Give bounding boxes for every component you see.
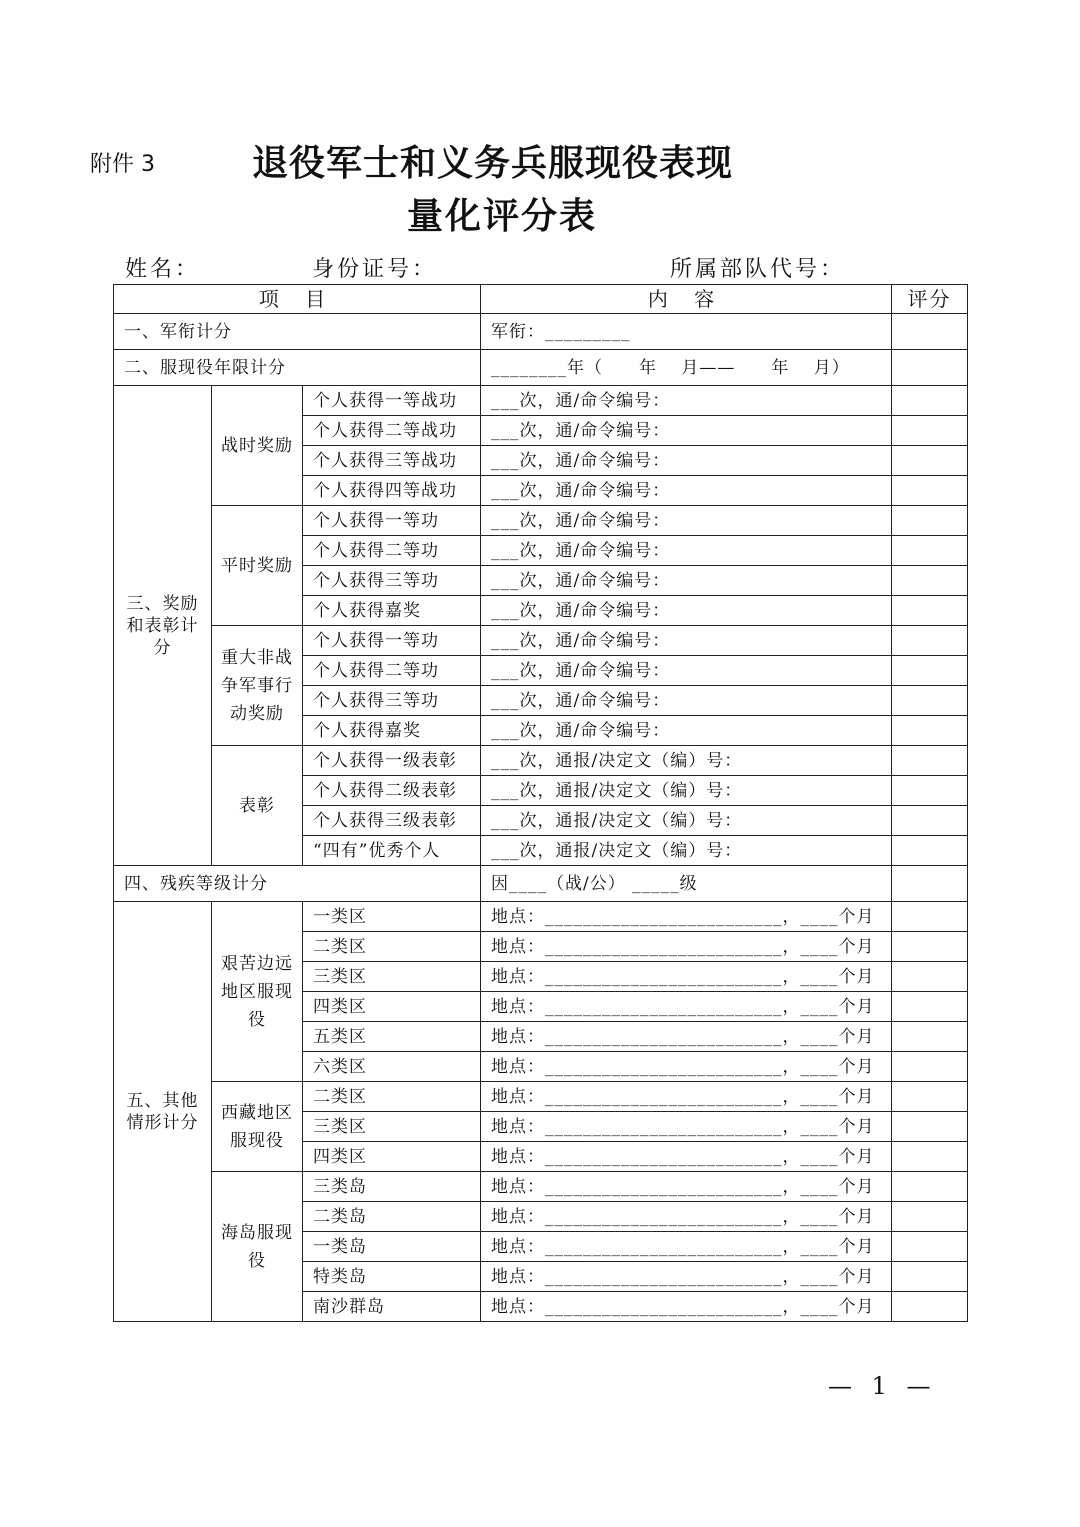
section-label: 四、残疾等级计分 [114, 866, 481, 902]
section-label: 五、其他情形计分 [114, 902, 212, 1322]
content-cell: ___次，通/命令编号： [481, 566, 892, 596]
item-cell: 二类区 [303, 932, 481, 962]
group-label: 西藏地区服现役 [212, 1082, 303, 1172]
score-cell[interactable] [892, 416, 968, 446]
section-label: 三、奖励和表彰计分 [114, 386, 212, 866]
item-cell: 四类区 [303, 992, 481, 1022]
content-cell: ___次，通/命令编号： [481, 686, 892, 716]
content-cell: ___次，通/命令编号： [481, 476, 892, 506]
content-cell: 地点：_________________________，____个月 [481, 1202, 892, 1232]
content-cell: 地点：_________________________，____个月 [481, 1112, 892, 1142]
table-row [114, 1172, 968, 1202]
score-cell[interactable] [892, 626, 968, 656]
score-cell[interactable] [892, 314, 968, 350]
content-cell: ___次，通报/决定文（编）号： [481, 836, 892, 866]
item-cell: 个人获得嘉奖 [303, 596, 481, 626]
item-cell: 个人获得一等功 [303, 506, 481, 536]
content-cell: ___次，通报/决定文（编）号： [481, 806, 892, 836]
header-item: 项 目 [114, 285, 481, 314]
content-cell: ___次，通/命令编号： [481, 716, 892, 746]
group-label: 重大非战争军事行动奖励 [212, 626, 303, 746]
score-cell[interactable] [892, 1022, 968, 1052]
score-cell[interactable] [892, 1232, 968, 1262]
group-label: 海岛服现役 [212, 1172, 303, 1322]
content-cell: 地点：_________________________，____个月 [481, 1052, 892, 1082]
item-cell: 五类区 [303, 1022, 481, 1052]
score-cell[interactable] [892, 566, 968, 596]
score-cell[interactable] [892, 716, 968, 746]
item-cell: 六类区 [303, 1052, 481, 1082]
content-cell: 军衔：_________ [481, 314, 892, 350]
section-label: 二、服现役年限计分 [114, 350, 481, 386]
header-score: 评分 [892, 285, 968, 314]
group-label: 平时奖励 [212, 506, 303, 626]
score-cell[interactable] [892, 746, 968, 776]
section-disability-row [114, 866, 968, 902]
score-table [113, 284, 968, 1322]
score-cell[interactable] [892, 536, 968, 566]
item-cell: 个人获得嘉奖 [303, 716, 481, 746]
table-row [114, 386, 968, 416]
score-cell[interactable] [892, 446, 968, 476]
score-cell[interactable] [892, 806, 968, 836]
content-cell: 地点：_________________________，____个月 [481, 1022, 892, 1052]
page-number: — 1 — [828, 1372, 937, 1400]
content-cell: 地点：_________________________，____个月 [481, 1292, 892, 1322]
item-cell: 个人获得二等功 [303, 656, 481, 686]
score-cell[interactable] [892, 1172, 968, 1202]
group-label: 战时奖励 [212, 386, 303, 506]
score-cell[interactable] [892, 1292, 968, 1322]
item-cell: 南沙群岛 [303, 1292, 481, 1322]
score-cell[interactable] [892, 962, 968, 992]
item-cell: 四类区 [303, 1142, 481, 1172]
item-cell: 个人获得二级表彰 [303, 776, 481, 806]
attachment-label: 附件 3 [90, 152, 155, 177]
table-row [114, 902, 968, 932]
score-cell[interactable] [892, 686, 968, 716]
item-cell: 个人获得一等功 [303, 626, 481, 656]
score-cell[interactable] [892, 476, 968, 506]
content-cell: ___次，通/命令编号： [481, 386, 892, 416]
score-cell[interactable] [892, 932, 968, 962]
item-cell: 个人获得二等功 [303, 536, 481, 566]
content-cell: ___次，通/命令编号： [481, 506, 892, 536]
score-cell[interactable] [892, 656, 968, 686]
item-cell: 个人获得三等功 [303, 566, 481, 596]
table-row [114, 1082, 968, 1112]
id-number-label: 身份证号： [312, 257, 438, 282]
table-row [114, 626, 968, 656]
name-label: 姓名： [125, 257, 201, 282]
item-cell: 个人获得四等战功 [303, 476, 481, 506]
item-cell: 三类岛 [303, 1172, 481, 1202]
content-cell: 地点：_________________________，____个月 [481, 1172, 892, 1202]
content-cell: ___次，通报/决定文（编）号： [481, 746, 892, 776]
table-row [114, 746, 968, 776]
content-cell: 地点：_________________________，____个月 [481, 962, 892, 992]
content-cell: ________年（ 年 月—— 年 月） [481, 350, 892, 386]
item-cell: 个人获得一等战功 [303, 386, 481, 416]
group-label: 艰苦边远地区服现役 [212, 902, 303, 1082]
item-cell: 二类岛 [303, 1202, 481, 1232]
score-cell[interactable] [892, 596, 968, 626]
score-cell[interactable] [892, 1082, 968, 1112]
content-cell: 地点：_________________________，____个月 [481, 1082, 892, 1112]
unit-code-label: 所属部队代号： [670, 257, 846, 282]
item-cell: 三类区 [303, 962, 481, 992]
header-content: 内 容 [481, 285, 892, 314]
score-cell[interactable] [892, 1112, 968, 1142]
score-cell[interactable] [892, 1052, 968, 1082]
item-cell: 个人获得一级表彰 [303, 746, 481, 776]
score-cell[interactable] [892, 992, 968, 1022]
group-label: 表彰 [212, 746, 303, 866]
content-cell: 因____（战/公） _____级 [481, 866, 892, 902]
score-cell[interactable] [892, 776, 968, 806]
document-subtitle: 量化评分表 [407, 196, 598, 237]
score-cell[interactable] [892, 506, 968, 536]
item-cell: 个人获得三等功 [303, 686, 481, 716]
content-cell: ___次，通/命令编号： [481, 626, 892, 656]
score-cell[interactable] [892, 350, 968, 386]
content-cell: ___次，通/命令编号： [481, 536, 892, 566]
score-cell[interactable] [892, 836, 968, 866]
item-cell: 一类岛 [303, 1232, 481, 1262]
table-row [114, 506, 968, 536]
content-cell: ___次，通报/决定文（编）号： [481, 776, 892, 806]
item-cell: 二类区 [303, 1082, 481, 1112]
content-cell: 地点：_________________________，____个月 [481, 992, 892, 1022]
item-cell: 特类岛 [303, 1262, 481, 1292]
content-cell: ___次，通/命令编号： [481, 656, 892, 686]
table-header-row [114, 285, 968, 314]
content-cell: 地点：_________________________，____个月 [481, 932, 892, 962]
score-cell[interactable] [892, 1202, 968, 1232]
item-cell: “四有”优秀个人 [303, 836, 481, 866]
item-cell: 三类区 [303, 1112, 481, 1142]
score-cell[interactable] [892, 866, 968, 902]
content-cell: ___次，通/命令编号： [481, 416, 892, 446]
score-cell[interactable] [892, 1142, 968, 1172]
item-cell: 个人获得二等战功 [303, 416, 481, 446]
score-cell[interactable] [892, 902, 968, 932]
content-cell: 地点：_________________________，____个月 [481, 1232, 892, 1262]
content-cell: 地点：_________________________，____个月 [481, 902, 892, 932]
section-rank-row [114, 314, 968, 350]
section-service-years-row [114, 350, 968, 386]
score-cell[interactable] [892, 1262, 968, 1292]
item-cell: 一类区 [303, 902, 481, 932]
item-cell: 个人获得三等战功 [303, 446, 481, 476]
content-cell: ___次，通/命令编号： [481, 446, 892, 476]
document-title: 退役军士和义务兵服现役表现 [252, 143, 734, 184]
section-label: 一、军衔计分 [114, 314, 481, 350]
content-cell: 地点：_________________________，____个月 [481, 1142, 892, 1172]
content-cell: ___次，通/命令编号： [481, 596, 892, 626]
score-cell[interactable] [892, 386, 968, 416]
content-cell: 地点：_________________________，____个月 [481, 1262, 892, 1292]
item-cell: 个人获得三级表彰 [303, 806, 481, 836]
